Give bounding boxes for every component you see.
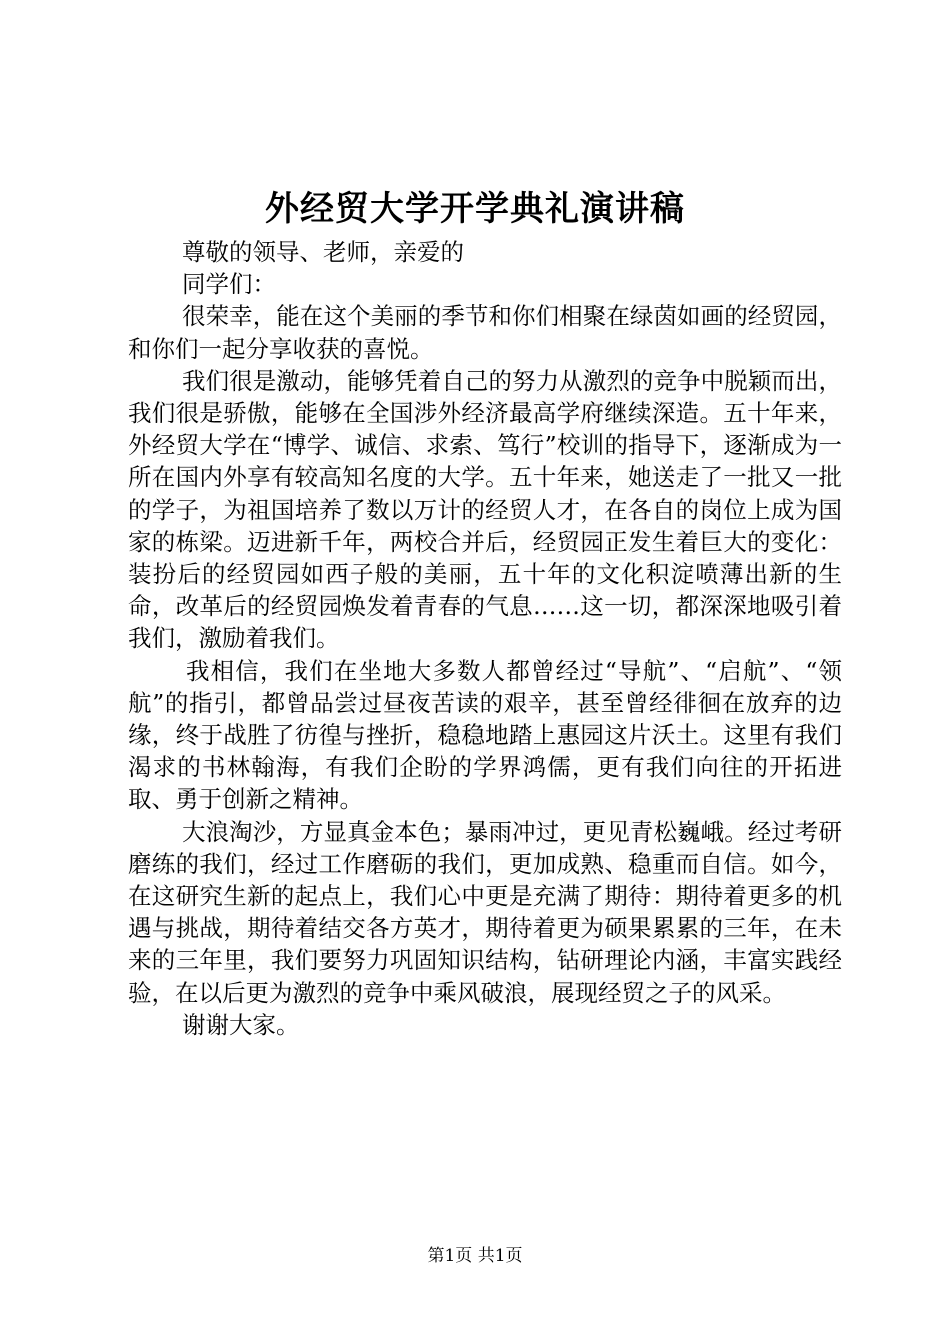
- document-title: 外经贸大学开学典礼演讲稿: [265, 189, 685, 229]
- closing-line: 谢谢大家。: [182, 1010, 300, 1039]
- salutation-line-2: 同学们：: [182, 270, 276, 299]
- document-body: [128, 236, 842, 1041]
- paragraph-4: 大浪淘沙，方显真金本色；暴雨冲过，更见青松巍峨。经过考研磨练的我们，经过工作磨砺的我们，更加成熟、稳重而自信。如今，在这研究生新的起点上，我们心中更是充满了期待：期待着更多的机遇与挑战，期待着结交各方英才，期待着更为硕果累累的三年，在未来的三年里，我们要努力巩固知识结构，钻研理论内涵，丰富实践经验，在以后更为激烈的竞争中乘风破浪，展现经贸之子的风采。: [128, 817, 842, 1007]
- paragraph-1: 很荣幸，能在这个美丽的季节和你们相聚在绿茵如画的经贸园，和你们一起分享收获的喜悦。: [128, 302, 842, 363]
- salutation-line-1: 尊敬的领导、老师，亲爱的: [182, 238, 464, 266]
- paragraph-3: 我相信，我们在坐地大多数人都曾经过“导航”、“启航”、“领航”的指引，都曾品尝过昼夜苦读的艰辛，甚至曾经徘徊在放弃的边缘，终于战胜了彷徨与挫折，稳稳地踏上惠园这片沃土。这里有我们渴求的书林翰海，有我们企盼的学界鸿儒，更有我们向往的开拓进取、勇于创新之精神。: [128, 656, 842, 814]
- page-number-footer: 第1页 共1页: [427, 1246, 523, 1266]
- paragraph-2: 我们很是激动，能够凭着自己的努力从激烈的竞争中脱颖而出，我们很是骄傲，能够在全国涉外经济最高学府继续深造。五十年来，外经贸大学在“博学、诚信、求索、笃行”校训的指导下，逐渐成为一所在国内外享有较高知名度的大学。五十年来，她送走了一批又一批的学子，为祖国培养了数以万计的经贸人才，在各自的岗位上成为国家的栋梁。迈进新千年，两校合并后，经贸园正发生着巨大的变化：装扮后的经贸园如西子般的美丽，五十年的文化积淀喷薄出新的生命，改革后的经贸园焕发着青春的气息……这一切，都深深地吸引着我们，激励着我们。: [128, 366, 842, 653]
